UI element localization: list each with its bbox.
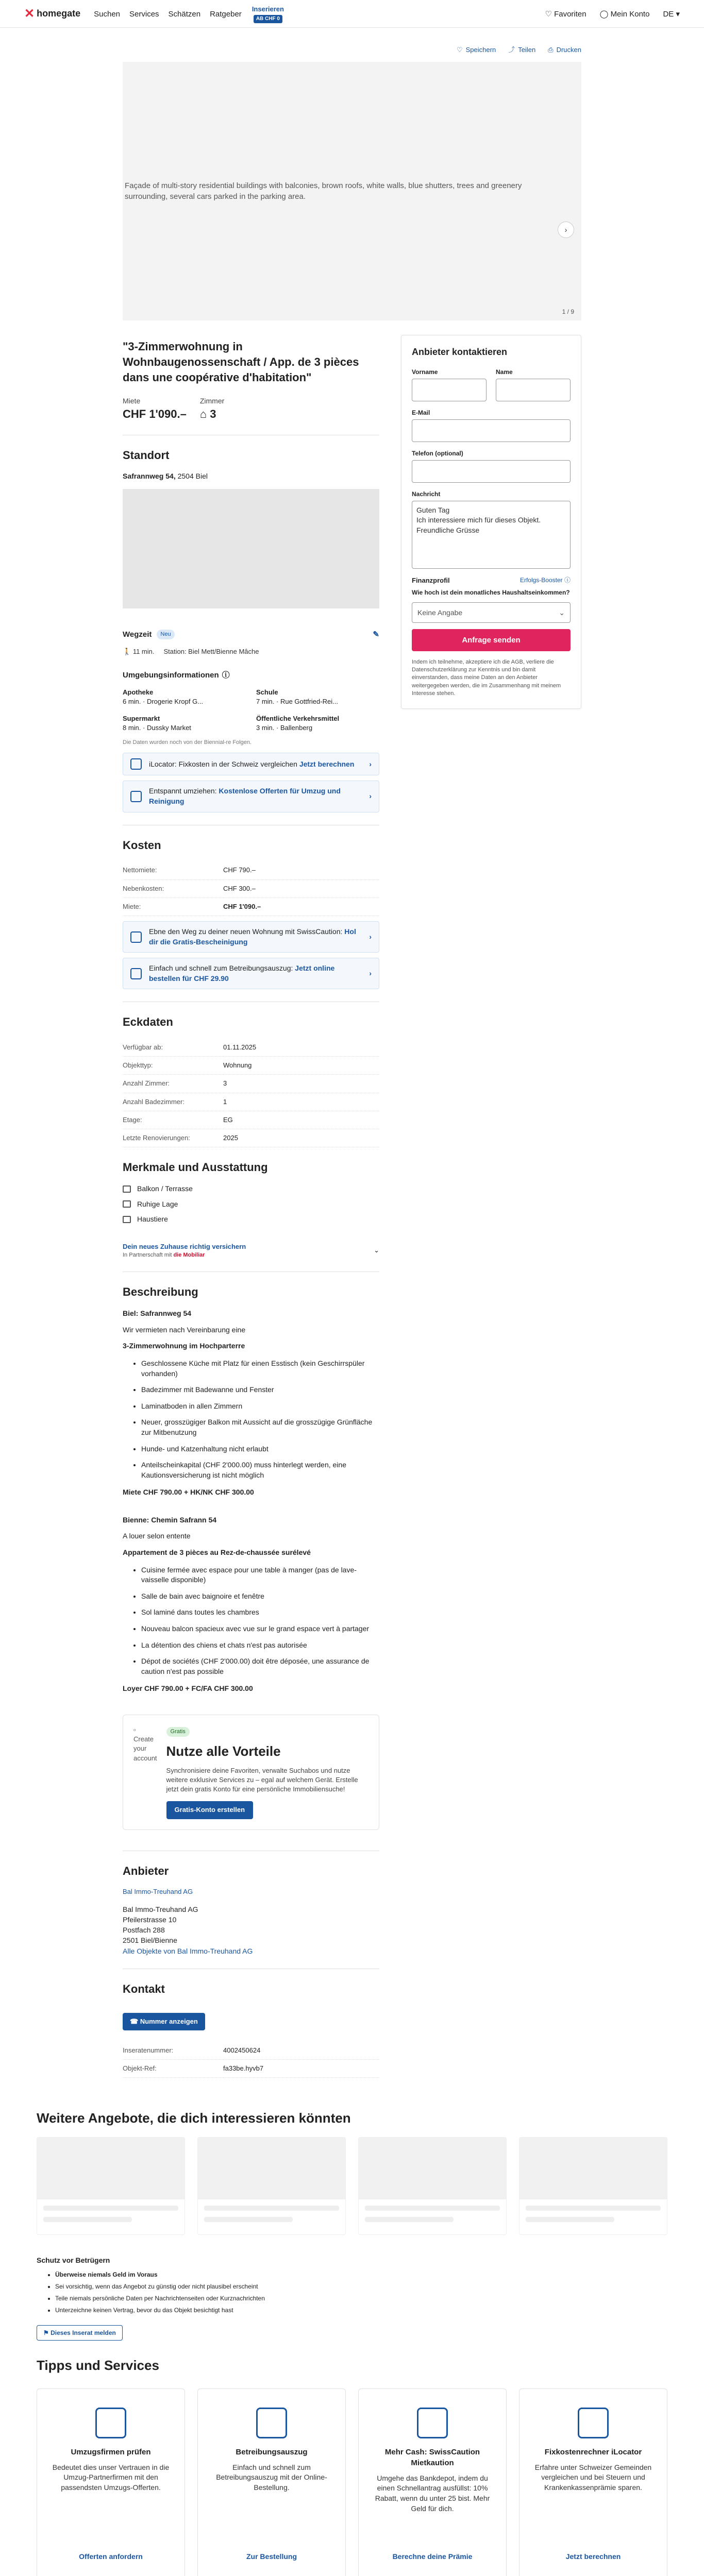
contact-form: Anbieter kontaktieren Vorname Name E-Mail Telefon (optional) Nachricht Guten Tag Ich interessiere mich für dieses Objekt. Freundliche Grüsse Finanzprofil Erfolgs-Booster ⓘ Wie hoch ist dein monatliches Haushaltseinkommen? Keine Angabe ⌄ Anfrage senden Indem ich teilnehme, akzeptiere ich die AGB, verliere die Datenschutzerklärung zur Kenntnis und bin damit einverstanden, dass meine Daten an den Anbieter weitergegeben werden, die im Zusammenhang mit meinem Interesse stehen. — [401, 335, 581, 708]
promo-umzug[interactable]: Entspannt umziehen: Kostenlose Offerten für Umzug und Reinigung › — [123, 781, 379, 812]
promo-swisscaution[interactable]: Ebne den Weg zu deiner neuen Wohnung mit SwissCaution: Hol dir die Gratis-Bescheinigung › — [123, 921, 379, 953]
table-row: Nebenkosten: CHF 300.– — [123, 879, 379, 897]
offer-card-placeholder[interactable] — [519, 2137, 667, 2235]
table-row: Objekttyp: Wohnung — [123, 1057, 379, 1075]
table-row: Objekt-Ref: fa33be.hyvb7 — [123, 2060, 379, 2078]
tipps-heading: Tipps und Services — [37, 2358, 159, 2374]
create-account-button[interactable]: Gratis-Konto erstellen — [166, 1801, 254, 1819]
list-item: • Teile niemals persönliche Daten per Nachrichtenseiten oder Kurznachrichten — [55, 2294, 667, 2303]
feature-item: Ruhige Lage — [123, 1199, 379, 1210]
image-gallery[interactable] — [123, 62, 581, 320]
mobiliar-logo: die Mobiliar — [173, 1251, 205, 1258]
address: Safrannweg 54, 2504 Biel — [123, 472, 208, 481]
kontakt-heading: Kontakt — [123, 1982, 165, 1995]
document-icon — [130, 968, 142, 979]
list-item: • Hunde- und Katzenhaltung nicht erlaubt — [141, 1444, 379, 1454]
broken-image-icon: ▫ — [133, 1726, 136, 1734]
surroundings-note: Die Daten wurden noch von der Biennial-re Folgen. — [123, 739, 252, 745]
promo-ilocator[interactable]: iLocator: Fixkosten in der Schweiz vergleichen Jetzt berechnen › — [123, 753, 379, 775]
price: CHF 1'090.– — [123, 407, 187, 420]
register-card: ▫ Create your account Gratis Nutze alle Vorteile Synchronisiere deine Favoriten, verwalte Suchabos und nutze weitere exklusive Services zu – egal auf welchem Gerät. Erstelle jetzt dein gratis Konto für eine persönliche Immobiliensuche! Gratis-Konto erstellen — [123, 1715, 379, 1830]
feature-item: Haustiere — [123, 1214, 379, 1225]
feature-item: Balkon / Terrasse — [123, 1184, 379, 1194]
provider-address: Bal Immo-Treuhand AG Pfeilerstrasse 10 Postfach 288 2501 Biel/Bienne Alle Objekte von Bal Immo-Treuhand AG — [123, 1905, 253, 1955]
moving-box-icon — [95, 2408, 126, 2438]
lastname-input[interactable] — [496, 379, 571, 401]
chevron-down-icon: ⌄ — [374, 1246, 379, 1255]
travel-time-header: Wegzeit Neu ✎ — [123, 630, 379, 639]
print-button[interactable]: ⎙ Drucken — [548, 45, 581, 55]
list-item: • La détention des chiens et chats n'est pas autorisée — [141, 1640, 379, 1651]
list-item: • Dépot de sociétés (CHF 2'000.00) doit être déposée, une assurance de caution n'est pas possible — [141, 1656, 379, 1676]
description: Biel: Safrannweg 54 Wir vermieten nach Vereinbarung eine 3-Zimmerwohnung im Hochparterre • Geschlossene Küche mit Platz für einen Esstisch (kein Geschirrspüler vorhanden) • Badezimmer mit Badewanne und Fenster • Laminatboden in allen Zimmern • Neuer, grosszügiger Balkon mit Aussicht auf die grosszügige Grünfläche zur Mitbenutzung • Hunde- und Katzenhaltung nicht erlaubt • Anteilscheinkapital (CHF 2'000.00) muss hinterlegt werden, eine Kautionsversicherung ist nicht möglich Miete CHF 790.00 + HK/NK CHF 300.00 Bienne: Chemin Safrann 54 A louer selon entente Appartement de 3 pièces au Rez-de-chaussée surélevé • Cuisine fermée avec espace pour une table à manger (pas de lave-vaisselle disponible) • Salle de bain avec baignoire et fenêtre • Sol laminé dans toutes les chambres • Nouveau balcon spacieux avec vue sur le grand espace vert à partager • La détention des chiens et chats n'est pas autorisée • Dépot de sociétés (CHF 2'000.00) doit être déposée, une assurance de caution n'est pas possible Loyer CHF 790.00 + FC/FA CHF 300.00 — [123, 1309, 379, 1694]
key-icon — [417, 2408, 448, 2438]
gallery-image-alt: Façade of multi-story residential buildings with balconies, brown roofs, white walls, blue shutters, trees and greenery surrounding, several cars parked in the parking area. — [125, 181, 522, 201]
list-item: • Neuer, grosszügiger Balkon mit Aussicht auf die grosszügige Grünfläche zur Mitbenutzung — [141, 1417, 379, 1437]
kosten-table — [123, 861, 379, 916]
chevron-down-icon: ⌄ — [559, 608, 565, 617]
list-item: • Laminatboden in allen Zimmern — [141, 1401, 379, 1412]
offer-card-placeholder[interactable] — [358, 2137, 507, 2235]
listing-actions — [123, 28, 581, 62]
table-row: Inseratenummer: 4002450624 — [123, 2042, 379, 2060]
save-button[interactable]: ♡ Speichern — [457, 45, 496, 55]
table-row: Letzte Renovierungen: 2025 — [123, 1129, 379, 1147]
document-icon — [256, 2408, 287, 2438]
top-header — [0, 0, 704, 28]
email-input[interactable] — [412, 419, 571, 442]
phone-input[interactable] — [412, 460, 571, 483]
account-link[interactable]: ◯ Mein Konto — [599, 9, 650, 19]
travel-time-result: 🚶 11 min. Station: Biel Mett/Bienne Mâche — [123, 648, 259, 656]
user-icon: ◯ — [599, 9, 609, 19]
truck-icon — [130, 791, 142, 802]
table-row: Etage: EG — [123, 1111, 379, 1129]
kosten-heading: Kosten — [123, 838, 161, 852]
chevron-right-icon: › — [369, 969, 372, 977]
offer-card-placeholder[interactable] — [37, 2137, 185, 2235]
list-item: • Geschlossene Küche mit Platz für einen Esstisch (kein Geschirrspüler vorhanden) — [141, 1359, 379, 1379]
gallery-counter: 1 / 9 — [562, 308, 574, 316]
list-item: • Unterzeichne keinen Vertrag, bevor du das Objekt besichtigt hast — [55, 2306, 667, 2315]
message-textarea[interactable]: Guten Tag Ich interessiere mich für dieses Objekt. Freundliche Grüsse — [412, 501, 571, 569]
balcony-icon — [123, 1185, 131, 1193]
shield-icon — [130, 931, 142, 943]
map[interactable] — [123, 489, 379, 608]
heart-icon: ♡ — [456, 46, 463, 54]
list-item: • Anteilscheinkapital (CHF 2'000.00) muss hinterlegt werden, eine Kautionsversicherung ist nicht möglich — [141, 1460, 379, 1480]
more-offers — [37, 2109, 667, 2576]
table-row: Anzahl Zimmer: 3 — [123, 1075, 379, 1093]
list-item: • Sol laminé dans toutes les chambres — [141, 1607, 379, 1618]
anbieter-heading: Anbieter — [123, 1864, 169, 1877]
favourites-link[interactable]: ♡ Favoriten — [545, 9, 586, 19]
create-account-image: ▫ Create your account — [133, 1726, 157, 1762]
table-row: Miete: CHF 1'090.– — [123, 897, 379, 916]
calculator-icon — [130, 758, 142, 770]
rooms: ⌂ 3 — [199, 407, 216, 420]
legal-notice: Indem ich teilnehme, akzeptiere ich die AGB, verliere die Datenschutzerklärung zur Kenntnis und bin damit einverstanden, dass meine Daten an den Anbieter weitergegeben werden, die im Zusammenhang mit meinem Interesse stehen. — [412, 658, 561, 697]
heart-icon: ♡ — [545, 9, 552, 19]
firstname-input[interactable] — [412, 379, 487, 401]
insurance-teaser[interactable]: Dein neues Zuhause richtig versichern In Partnerschaft mit die Mobiliar ⌄ — [123, 1242, 379, 1258]
pet-icon — [123, 1216, 131, 1223]
language-selector[interactable]: DE ▾ — [663, 9, 680, 19]
homegate-logo[interactable]: ✕ homegate — [24, 5, 80, 23]
table-row: Anzahl Badezimmer: 1 — [123, 1093, 379, 1111]
list-item: • Nouveau balcon spacieux avec vue sur le grand espace vert à partager — [141, 1624, 379, 1634]
provider-logo[interactable]: Bal Immo-Treuhand AG — [123, 1888, 193, 1896]
fraud-protection: Schutz vor Betrügern • Überweise niemals Geld im Voraus • Sei vorsichtig, wenn das Angebot zu günstig oder nicht plausibel erscheint • Teile niemals persönliche Daten per Nachrichtenseiten oder Kurznachrichten • Unterzeichne keinen Vertrag, bevor du das Objekt besichtigt hast ⚑ Dieses Inserat melden — [37, 2256, 667, 2341]
show-number-button[interactable]: ☎ Nummer anzeigen — [123, 2013, 205, 2030]
walk-icon: 🚶 — [123, 648, 131, 656]
new-badge: Neu — [157, 630, 174, 639]
list-item: • Sei vorsichtig, wenn das Angebot zu günstig oder nicht plausibel erscheint — [55, 2282, 667, 2291]
quiet-icon — [123, 1200, 131, 1208]
list-item: • Cuisine fermée avec espace pour une table à manger (pas de lave-vaisselle disponible) — [141, 1565, 379, 1585]
kontakt-table — [123, 2042, 379, 2078]
tipp-card-umzug[interactable]: Umzugsfirmen prüfen Bedeutet dies unser Vertrauen in die Umzug-Partnerfirmen mit den passendsten Umzugs-Offerten. Offerten anfordern — [37, 2388, 185, 2576]
info-icon: ⓘ — [564, 576, 571, 584]
nav-schaetzen[interactable]: Schätzen — [168, 9, 201, 19]
info-icon[interactable]: ⓘ — [222, 671, 230, 680]
eckdaten-table — [123, 1039, 379, 1147]
finance-booster-link[interactable]: Erfolgs-Booster ⓘ — [519, 576, 571, 584]
income-select[interactable]: Keine Angabe ⌄ — [412, 602, 571, 623]
chevron-right-icon: › — [369, 792, 372, 801]
list-item: • Salle de bain avec baignoire et fenêtre — [141, 1591, 379, 1602]
eckdaten-heading: Eckdaten — [123, 1015, 173, 1029]
list-item: • Überweise niemals Geld im Voraus — [55, 2270, 667, 2279]
edit-icon[interactable]: ✎ — [373, 630, 379, 639]
table-row: Nettomiete: CHF 790.– — [123, 861, 379, 879]
features-heading: Merkmale und Ausstattung — [123, 1161, 268, 1174]
phone-icon: ☎ — [130, 2017, 139, 2025]
map-icon — [578, 2408, 609, 2438]
tipp-card-ilocator[interactable]: Fixkostenrechner iLocator Erfahre unter Schweizer Gemeinden vergleichen und bei Steuern und Krankenkassenprämie sparen. Jetzt berechnen — [519, 2388, 667, 2576]
homegate-x-icon: ✕ — [24, 7, 35, 21]
finance-profile: Finanzprofil Erfolgs-Booster ⓘ — [412, 576, 571, 585]
nav-ratgeber[interactable]: Ratgeber — [210, 9, 242, 19]
surroundings-heading: Umgebungsinformationen ⓘ — [123, 671, 230, 680]
nav-services[interactable]: Services — [129, 9, 159, 19]
report-listing-button[interactable]: ⚑ Dieses Inserat melden — [37, 2325, 123, 2341]
table-row: Verfügbar ab: 01.11.2025 — [123, 1039, 379, 1057]
inserieren-button[interactable]: Inserieren AB CHF 0 — [252, 5, 284, 23]
nav-suchen[interactable]: Suchen — [94, 9, 121, 19]
listing-title: "3-Zimmerwohnung in Wohnbaugenossenschaft / App. de 3 pièces dans une coopérative d'habitation" — [123, 340, 359, 384]
send-request-button[interactable]: Anfrage senden — [412, 629, 571, 651]
surroundings-grid: Apotheke 6 min. · Drogerie Kropf G... Schule 7 min. · Rue Gottfried-Rei... Supermarkt 8 min. · Dussky Market Öffentliche Verkehrsmittel 3 min. · Ballenberg — [123, 688, 340, 732]
location-heading: Standort — [123, 448, 170, 462]
tipp-card-betreibung[interactable]: Betreibungsauszug Einfach und schnell zum Betreibungsauszug mit der Online-Bestellung. Zur Bestellung — [197, 2388, 346, 2576]
main-nav — [94, 9, 242, 20]
description-heading: Beschreibung — [123, 1285, 198, 1299]
house-icon: ⌂ — [199, 407, 207, 420]
gallery-next-button[interactable] — [558, 222, 574, 238]
flag-icon: ⚑ — [43, 2329, 49, 2336]
share-icon: ⤴ — [508, 46, 515, 54]
print-icon: ⎙ — [548, 46, 554, 54]
promo-betreibung[interactable]: Einfach und schnell zum Betreibungsauszug: Jetzt online bestellen für CHF 29.90 › — [123, 958, 379, 989]
provider-all-listings-link[interactable]: Alle Objekte von Bal Immo-Treuhand AG — [123, 1946, 253, 1955]
chevron-down-icon: ▾ — [676, 9, 680, 19]
chevron-right-icon: › — [564, 225, 567, 234]
chevron-right-icon: › — [369, 932, 372, 941]
more-offers-heading: Weitere Angebote, die dich interessieren könnten — [37, 2110, 351, 2126]
tipp-card-kaution[interactable]: Mehr Cash: SwissCaution Mietkaution Umgehe das Bankdepot, indem du einen Schnellantrag ausfüllst: 10% Rabatt, wenn du unter 25 bist. Mehr Geld für dich. Berechne deine Prämie — [358, 2388, 507, 2576]
chevron-right-icon: › — [369, 759, 372, 768]
gratis-badge: Gratis — [166, 1727, 190, 1737]
list-item: • Badezimmer mit Badewanne und Fenster — [141, 1385, 379, 1395]
share-button[interactable]: ⤴ Teilen — [508, 45, 535, 55]
key-figures: Miete CHF 1'090.– Zimmer ⌂ 3 — [123, 396, 379, 422]
offer-card-placeholder[interactable] — [197, 2137, 346, 2235]
